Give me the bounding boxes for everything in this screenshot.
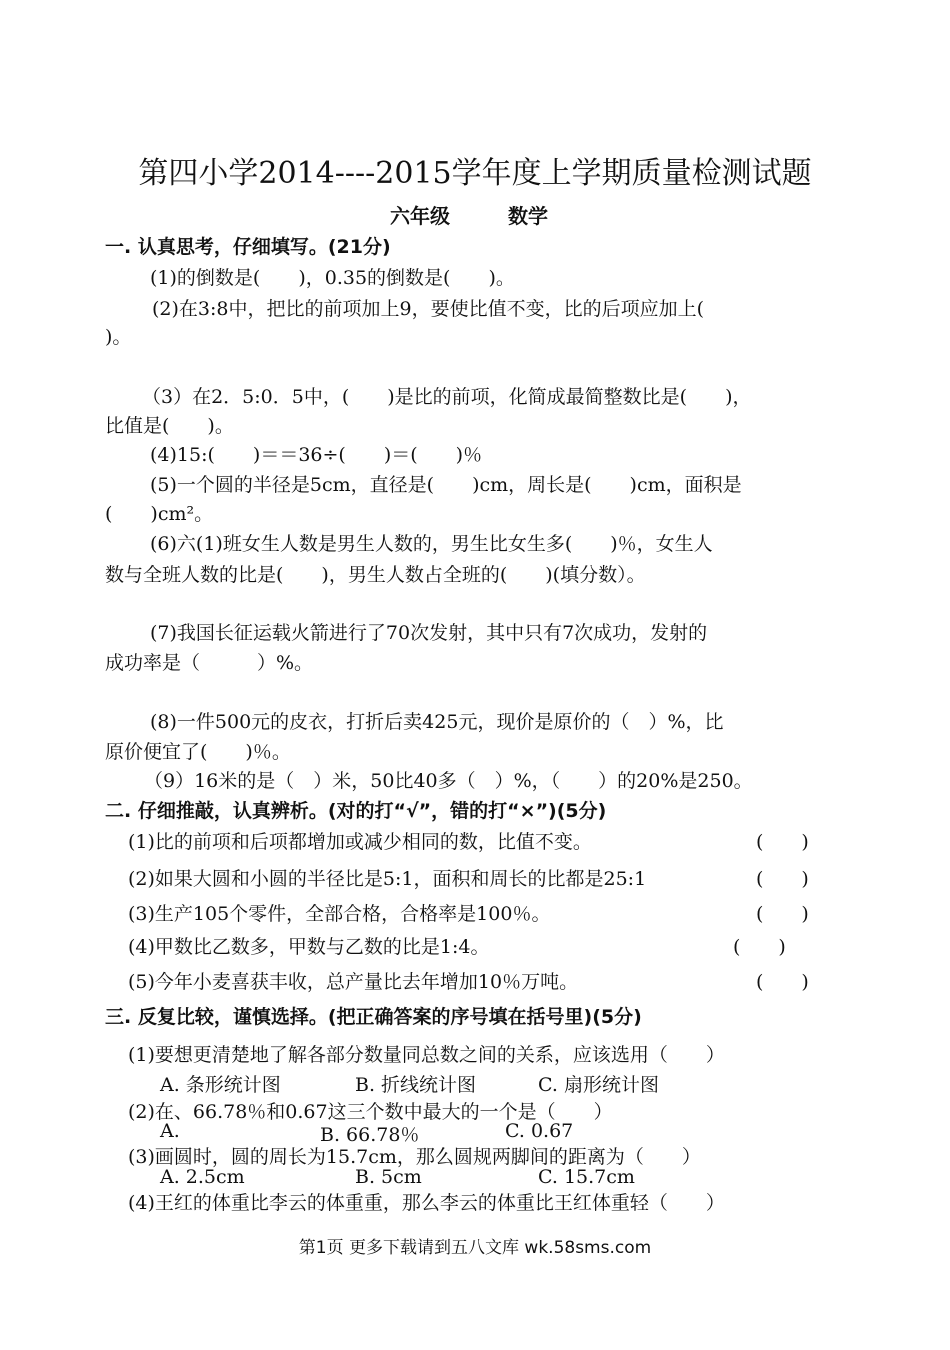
s1-line-2: (2)在3:8中，把比的前项加上9，要使比值不变，比的后项应加上( [152,298,704,320]
s3-q3-option-b: B. 5cm [355,1166,422,1188]
s1-line-12: 成功率是（ ）%。 [105,652,314,674]
s2-answer-blank-5[interactable]: ( ) [756,971,809,993]
s1-line-4: （3）在2．5:0．5中，( )是比的前项，化简成最简整数比是( )， [142,386,752,408]
s2-answer-blank-4[interactable]: ( ) [733,936,786,958]
s2-item-3: (3)生产105个零件，全部合格，合格率是100％。 [128,903,551,925]
s3-q1-option-c: C. 扇形统计图 [538,1074,659,1096]
s2-answer-blank-2[interactable]: ( ) [756,868,809,890]
s3-q1-option-a: A. 条形统计图 [160,1074,281,1096]
s1-line-14: 原价便宜了( )％。 [105,741,291,763]
s3-question-1: (1)要想更清楚地了解各部分数量同总数之间的关系，应该选用（ ） [128,1044,725,1066]
s1-line-7: (5)一个圆的半径是5cm，直径是( )cm，周长是( )cm，面积是 [150,474,742,496]
s1-line-6: (4)15:( )＝＝36÷( )＝( )％ [150,444,483,466]
s2-item-1: (1)比的前项和后项都增加或减少相同的数，比值不变。 [128,831,592,853]
subtitle [390,200,548,229]
s3-q2-option-c: C. 0.67 [505,1120,574,1142]
s3-q1-option-b: B. 折线统计图 [355,1074,477,1096]
s3-q2-option-a: A. [160,1120,180,1142]
s2-item-5: (5)今年小麦喜获丰收，总产量比去年增加10％万吨。 [128,971,579,993]
grade-label: 六年级 [390,204,450,228]
s3-q3-option-a: A. 2.5cm [160,1166,245,1188]
s1-line-13: (8)一件500元的皮衣，打折后卖425元，现价是原价的（ ）%，比 [150,711,724,733]
s2-item-2: (2)如果大圆和小圆的半径比是5:1，面积和周长的比都是25:1 [128,868,647,890]
s3-q2-option-b: B. 66.78％ [320,1124,420,1146]
s1-line-5: 比值是( )。 [105,415,234,437]
subject-label: 数学 [508,204,548,228]
s3-q3-option-c: C. 15.7cm [538,1166,635,1188]
section3-heading: 三. 反复比较，谨慎选择。(把正确答案的序号填在括号里)(5分) [105,1006,642,1028]
s2-item-4: (4)甲数比乙数多，甲数与乙数的比是1:4。 [128,936,490,958]
s1-line-15: （9）16米的是（ ）米，50比40多（ ）%，（ ）的20%是250。 [144,770,753,792]
s2-answer-blank-1[interactable]: ( ) [756,831,809,853]
s1-line-9: (6)六(1)班女生人数是男生人数的，男生比女生多( )％，女生人 [150,533,713,555]
s2-answer-blank-3[interactable]: ( ) [756,903,809,925]
s3-question-2: (2)在、66.78％和0.67这三个数中最大的一个是（ ） [128,1101,613,1123]
page-footer: 第1页 更多下载请到五八文库 wk.58sms.com [298,1238,652,1258]
s1-line-1: (1)的倒数是( )，0.35的倒数是( )。 [150,267,515,289]
s1-line-8: ( )cm²。 [105,503,214,525]
section2-heading: 二. 仔细推敲，认真辨析。(对的打“√”，错的打“×”)(5分) [105,800,607,822]
s1-line-3: )。 [105,326,132,348]
s1-line-11: (7)我国长征运载火箭进行了70次发射，其中只有7次成功，发射的 [150,622,708,644]
s1-line-10: 数与全班人数的比是( )，男生人数占全班的( )(填分数）。 [105,564,646,586]
s3-question-3: (3)画圆时，圆的周长为15.7cm，那么圆规两脚间的距离为（ ） [128,1146,701,1168]
section1-heading: 一. 认真思考，仔细填写。(21分) [105,236,391,258]
s3-question-4: (4)王红的体重比李云的体重重，那么李云的体重比王红体重轻（ ） [128,1192,725,1214]
page-title: 第四小学2014----2015学年度上学期质量检测试题 [138,156,812,191]
